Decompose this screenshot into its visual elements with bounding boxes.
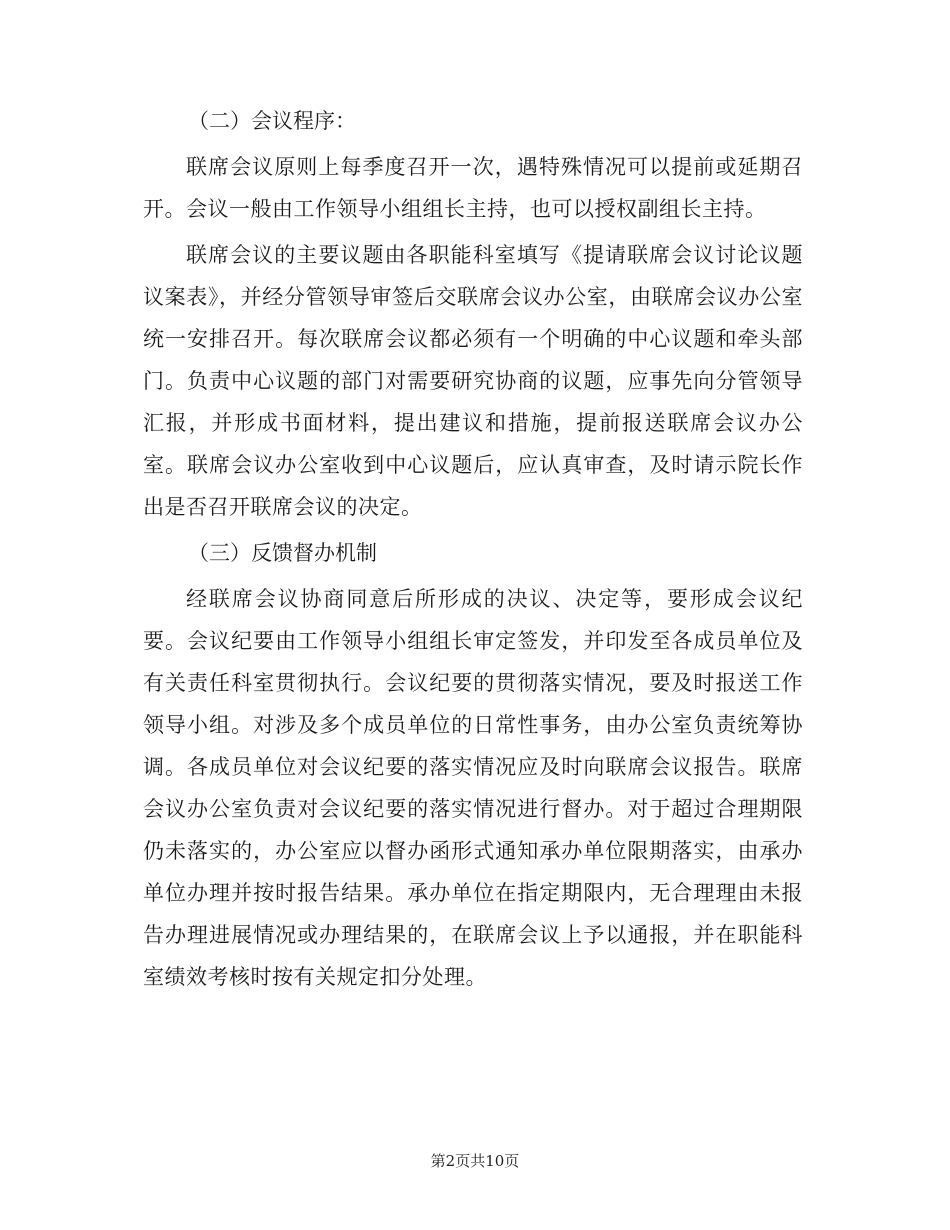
document-body xyxy=(143,100,803,1002)
body-paragraph: 联席会议原则上每季度召开一次，遇特殊情况可以提前或延期召开。会议一般由工作领导小组组长主持，也可以授权副组长主持。 xyxy=(143,155,803,221)
section-feedback-supervision xyxy=(143,532,803,998)
section-meeting-procedure xyxy=(143,100,803,528)
section-heading: （二）会议程序： xyxy=(188,109,356,133)
body-paragraph: 联席会议的主要议题由各职能科室填写《提请联席会议讨论议题议案表》，并经分管领导审签后交联席会议办公室，由联席会议办公室统一安排召开。每次联席会议都必须有一个明确的中心议题和牵头部门。负责中心议题的部门对需要研究协商的议题，应事先向分管领导汇报，并形成书面材料，提出建议和措施，提前报送联席会议办公室。联席会议办公室收到中心议题后，应认真审查，及时请示院长作出是否召开联席会议的决定。 xyxy=(143,243,803,519)
body-paragraph: 经联席会议协商同意后所形成的决议、决定等，要形成会议纪要。会议纪要由工作领导小组组长审定签发，并印发至各成员单位及有关责任科室贯彻执行。会议纪要的贯彻落实情况，要及时报送工作领导小组。对涉及多个成员单位的日常性事务，由办公室负责统筹协调。各成员单位对会议纪要的落实情况应及时向联席会议报告。联席会议办公室负责对会议纪要的落实情况进行督办。对于超过合理期限仍未落实的，办公室应以督办函形式通知承办单位限期落实，由承办单位办理并按时报告结果。承办单位在指定期限内，无合理理由未报告办理进展情况或办理结果的，在联席会议上予以通报，并在职能科室绩效考核时按有关规定扣分处理。 xyxy=(143,587,803,989)
page-number-footer: 第2页共10页 xyxy=(430,1152,520,1170)
section-heading: （三）反馈督办机制 xyxy=(188,541,377,565)
